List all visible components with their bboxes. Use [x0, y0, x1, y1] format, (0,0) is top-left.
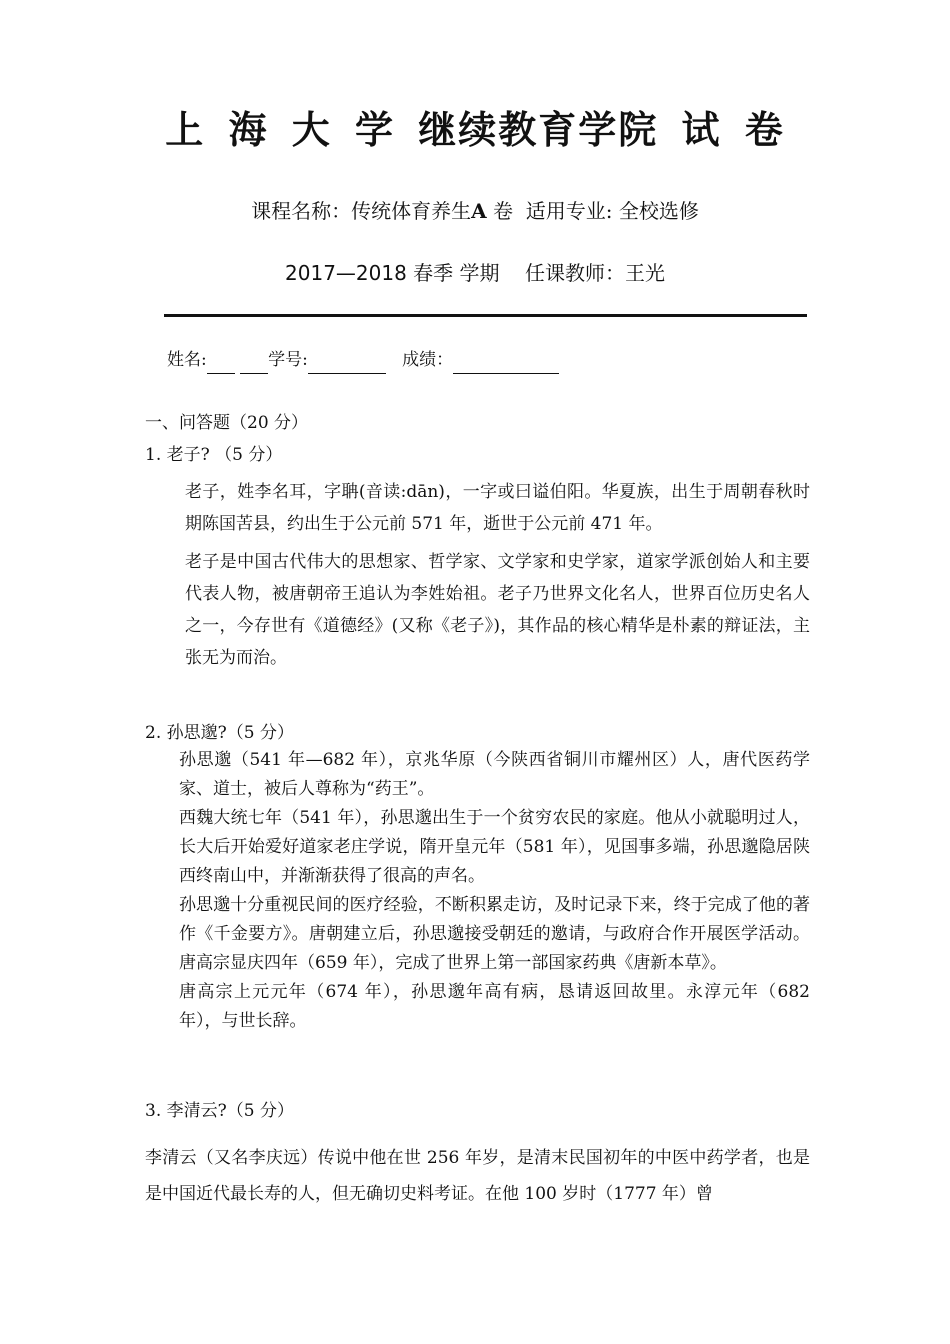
course-label: 课程名称：传统体育养生 — [251, 199, 472, 223]
term: 2017—2018 春季 学期 — [285, 261, 500, 285]
title-part: 学 — [354, 108, 395, 152]
answer-paragraph: 西魏大统七年（541 年），孙思邈出生于一个贫穷农民的家庭。他从小就聪明过人，长大后开始爱好道家老庄学说，隋开皇元年（581 年），见国事多端，孙思邈隐居陕西终南山中，并渐渐获得了很高的声名。 — [179, 808, 810, 886]
score-blank[interactable] — [453, 353, 559, 374]
name-label: 姓名: — [167, 350, 207, 370]
section-heading: 一、问答题（20 分） — [145, 413, 309, 433]
teacher: 任课教师：王光 — [524, 261, 665, 285]
question-label: 3. 李清云?（5 分） — [145, 1101, 294, 1121]
exam-title — [0, 102, 950, 158]
answer-block — [145, 476, 810, 674]
id-blank[interactable] — [308, 353, 386, 374]
answer-paragraph: 孙思邈十分重视民间的医疗经验，不断积累走访，及时记录下来，终于完成了他的著作《千金要方》。唐朝建立后，孙思邈接受朝廷的邀请，与政府合作开展医学活动。唐高宗显庆四年（659 年），完成了世界上第一部国家药典《唐新本草》。 — [179, 895, 810, 973]
answer-paragraph: 李清云（又名李庆远）传说中他在世 256 年岁，是清末民国初年的中医中药学者，也是是中国近代最长寿的人，但无确切史料考证。在他 100 岁时（1777 年）曾 — [145, 1148, 810, 1204]
term-line — [0, 258, 950, 288]
answer-paragraph: 唐高宗上元元年（674 年），孙思邈年高有病，恳请返回故里。永淳元年（682 年），与世长辞。 — [179, 982, 810, 1031]
name-blank[interactable] — [240, 353, 268, 374]
course-suffix: 卷 — [493, 199, 514, 223]
id-label: 学号: — [268, 350, 308, 370]
answer-block — [145, 746, 810, 1036]
name-blank[interactable] — [207, 353, 235, 374]
score-label: 成绩： — [402, 350, 454, 370]
title-part: 卷 — [744, 108, 785, 152]
student-fields — [167, 346, 559, 374]
course-variant: A — [471, 199, 487, 223]
question-label: 1. 老子? （5 分） — [145, 445, 283, 465]
answer-paragraph: 老子，姓李名耳，字聃(音读:dān)，一字或曰谥伯阳。华夏族，出生于周朝春秋时期陈国苦县，约出生于公元前 571 年，逝世于公元前 471 年。 — [185, 482, 810, 534]
answer-paragraph: 老子是中国古代伟大的思想家、哲学家、文学家和史学家，道家学派创始人和主要代表人物，被唐朝帝王追认为李姓始祖。老子乃世界文化名人，世界百位历史名人之一，今存世有《道德经》(又称《老子》)，其作品的核心精华是朴素的辩证法，主张无为而治。 — [185, 552, 810, 668]
title-part: 试 — [681, 108, 722, 152]
question-label: 2. 孙思邈?（5 分） — [145, 723, 294, 743]
title-part: 继续教育学院 — [418, 108, 659, 152]
course-line — [0, 196, 950, 226]
title-part: 海 — [228, 108, 269, 152]
title-part: 大 — [291, 108, 332, 152]
title-part: 上 — [165, 108, 206, 152]
header-divider — [164, 314, 807, 317]
answer-block — [145, 1140, 810, 1212]
answer-paragraph: 孙思邈（541 年—682 年），京兆华原（今陕西省铜川市耀州区）人，唐代医药学家、道士，被后人尊称为“药王”。 — [179, 750, 810, 799]
major: 适用专业: 全校选修 — [525, 199, 699, 223]
